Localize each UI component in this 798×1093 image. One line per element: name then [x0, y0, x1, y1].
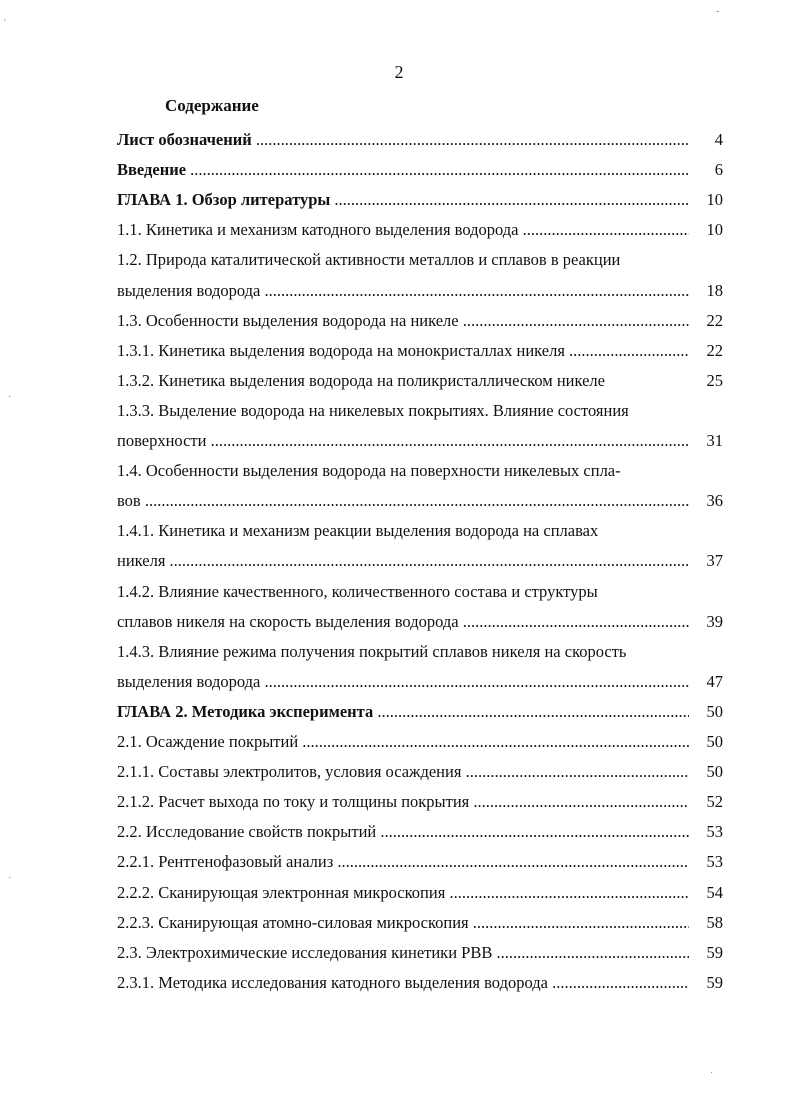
toc-entry-text: сплавов никеля на скорость выделения водорода .....	[117, 607, 689, 637]
toc-entry-text: 2.1.2. Расчет выхода по току и толщины покрытия .....	[117, 787, 689, 817]
toc-entry-page: 4	[714, 130, 723, 149]
toc-entry-page: 52	[706, 792, 723, 812]
toc-entry	[117, 516, 727, 546]
toc-entry	[117, 727, 727, 757]
toc-entry	[117, 125, 727, 155]
toc-entry	[117, 607, 727, 637]
toc-entry	[117, 546, 727, 576]
toc-entry-text: 1.2. Природа каталитической активности металлов и сплавов в реакции	[117, 250, 621, 270]
page-number: 2	[394, 62, 404, 82]
toc-entry	[117, 276, 727, 306]
toc-entry	[117, 245, 727, 275]
toc-entry-text: выделения водорода .....	[117, 276, 689, 306]
toc-entry-page: 22	[706, 310, 723, 330]
toc-entry-page: 53	[706, 852, 723, 872]
toc-entry-page: 58	[706, 912, 723, 932]
toc-entry	[117, 155, 727, 185]
toc-entry-text: ГЛАВА 1. Обзор литературы .....	[117, 185, 689, 215]
toc-entry-page: 6	[714, 160, 723, 180]
toc-entry-text: 1.1. Кинетика и механизм катодного выделения водорода .....	[117, 215, 689, 245]
toc-entry	[117, 667, 727, 697]
toc-entry-text: 2.2.3. Сканирующая атомно-силовая микроскопия .....	[117, 908, 689, 938]
toc-entry	[117, 486, 727, 516]
toc-entry	[117, 908, 727, 938]
toc-entry	[117, 637, 727, 667]
toc-entry-text: выделения водорода .....	[117, 667, 689, 697]
toc-entry-text: 2.2.1. Рентгенофазовый анализ .....	[117, 847, 689, 877]
toc-entry-page: 31	[706, 431, 723, 450]
toc-entry	[117, 757, 727, 787]
toc-entry	[117, 847, 727, 877]
toc-entry-text: 2.2. Исследование свойств покрытий .....	[117, 817, 689, 847]
toc-entry-page: 18	[706, 280, 723, 300]
toc-entry	[117, 366, 727, 396]
toc-entry	[117, 577, 727, 607]
toc-entry	[117, 817, 727, 847]
toc-entry-text: 2.3. Электрохимические исследования кинетики РВВ .....	[117, 938, 689, 968]
toc-entry-page: 59	[706, 942, 723, 962]
toc-title: Содержание	[165, 96, 259, 115]
toc-entry-page: 36	[706, 491, 723, 511]
toc-entry-page: 10	[706, 190, 723, 210]
toc-entry	[117, 336, 727, 366]
toc-entry-text: 2.3.1. Методика исследования катодного выделения водорода .....	[117, 968, 689, 998]
toc-entry-text: 1.4.2. Влияние качественного, количественного состава и структуры	[117, 581, 598, 601]
toc-entry-page: 50	[706, 732, 723, 751]
toc-entry	[117, 697, 727, 727]
toc-entry-page: 50	[706, 701, 723, 721]
scan-speck: ·	[710, 1068, 714, 1079]
toc-entry-page: 25	[706, 370, 723, 390]
toc-entry-text: никеля .....	[117, 546, 689, 576]
toc-entry	[117, 185, 727, 215]
toc-entry-page: 10	[706, 220, 723, 240]
toc-entry-page: 50	[706, 762, 723, 782]
toc-entry	[117, 215, 727, 245]
toc-entry-text: 1.3.3. Выделение водорода на никелевых покрытиях. Влияние состояния	[117, 400, 629, 420]
toc-entry	[117, 968, 727, 998]
toc-entry-page: 54	[706, 882, 723, 902]
toc-entry-page: 37	[706, 551, 723, 571]
toc-entry	[117, 456, 727, 486]
scan-speck: '	[4, 18, 6, 29]
scan-speck: ·	[8, 873, 12, 884]
toc-entry-text: 2.1.1. Составы электролитов, условия осаждения .....	[117, 757, 689, 787]
toc-entry	[117, 396, 727, 426]
toc-entry-text: ГЛАВА 2. Методика эксперимента .....	[117, 697, 689, 727]
toc-entry	[117, 426, 727, 456]
toc-entry-text: вов .....	[117, 486, 689, 516]
toc-entry	[117, 787, 727, 817]
toc-entry-page: 47	[706, 671, 723, 691]
toc-entry	[117, 878, 727, 908]
toc-entry-page: 53	[706, 822, 723, 842]
toc-entry-page: 59	[706, 972, 723, 992]
toc-entry	[117, 938, 727, 968]
toc-entry	[117, 306, 727, 336]
toc-entry-text: 2.1. Осаждение покрытий .....	[117, 727, 689, 757]
toc-entry-page: 22	[706, 340, 723, 360]
toc-entry-text: 1.3.1. Кинетика выделения водорода на монокристаллах никеля .....	[117, 336, 689, 366]
toc-entry-text: 2.2.2. Сканирующая электронная микроскопия .....	[117, 878, 689, 908]
toc-entry-text: Лист обозначений .....	[117, 125, 689, 155]
toc-entry-text: 1.4. Особенности выделения водорода на поверхности никелевых спла-	[117, 461, 621, 481]
toc-entry-text: 1.4.3. Влияние режима получения покрытий сплавов никеля на скорость	[117, 641, 627, 661]
toc-entry-text: 1.3.2. Кинетика выделения водорода на поликристаллическом никеле	[117, 370, 605, 390]
toc-entry-text: 1.4.1. Кинетика и механизм реакции выделения водорода на сплавах	[117, 521, 599, 541]
toc-entry-text: поверхности .....	[117, 426, 689, 456]
toc-entry-text: Введение .....	[117, 155, 689, 185]
toc-entry-page: 39	[706, 611, 723, 631]
scan-speck: -	[716, 6, 720, 17]
toc-entry-text: 1.3. Особенности выделения водорода на никеле .....	[117, 306, 689, 336]
scan-speck: ·	[8, 392, 12, 403]
